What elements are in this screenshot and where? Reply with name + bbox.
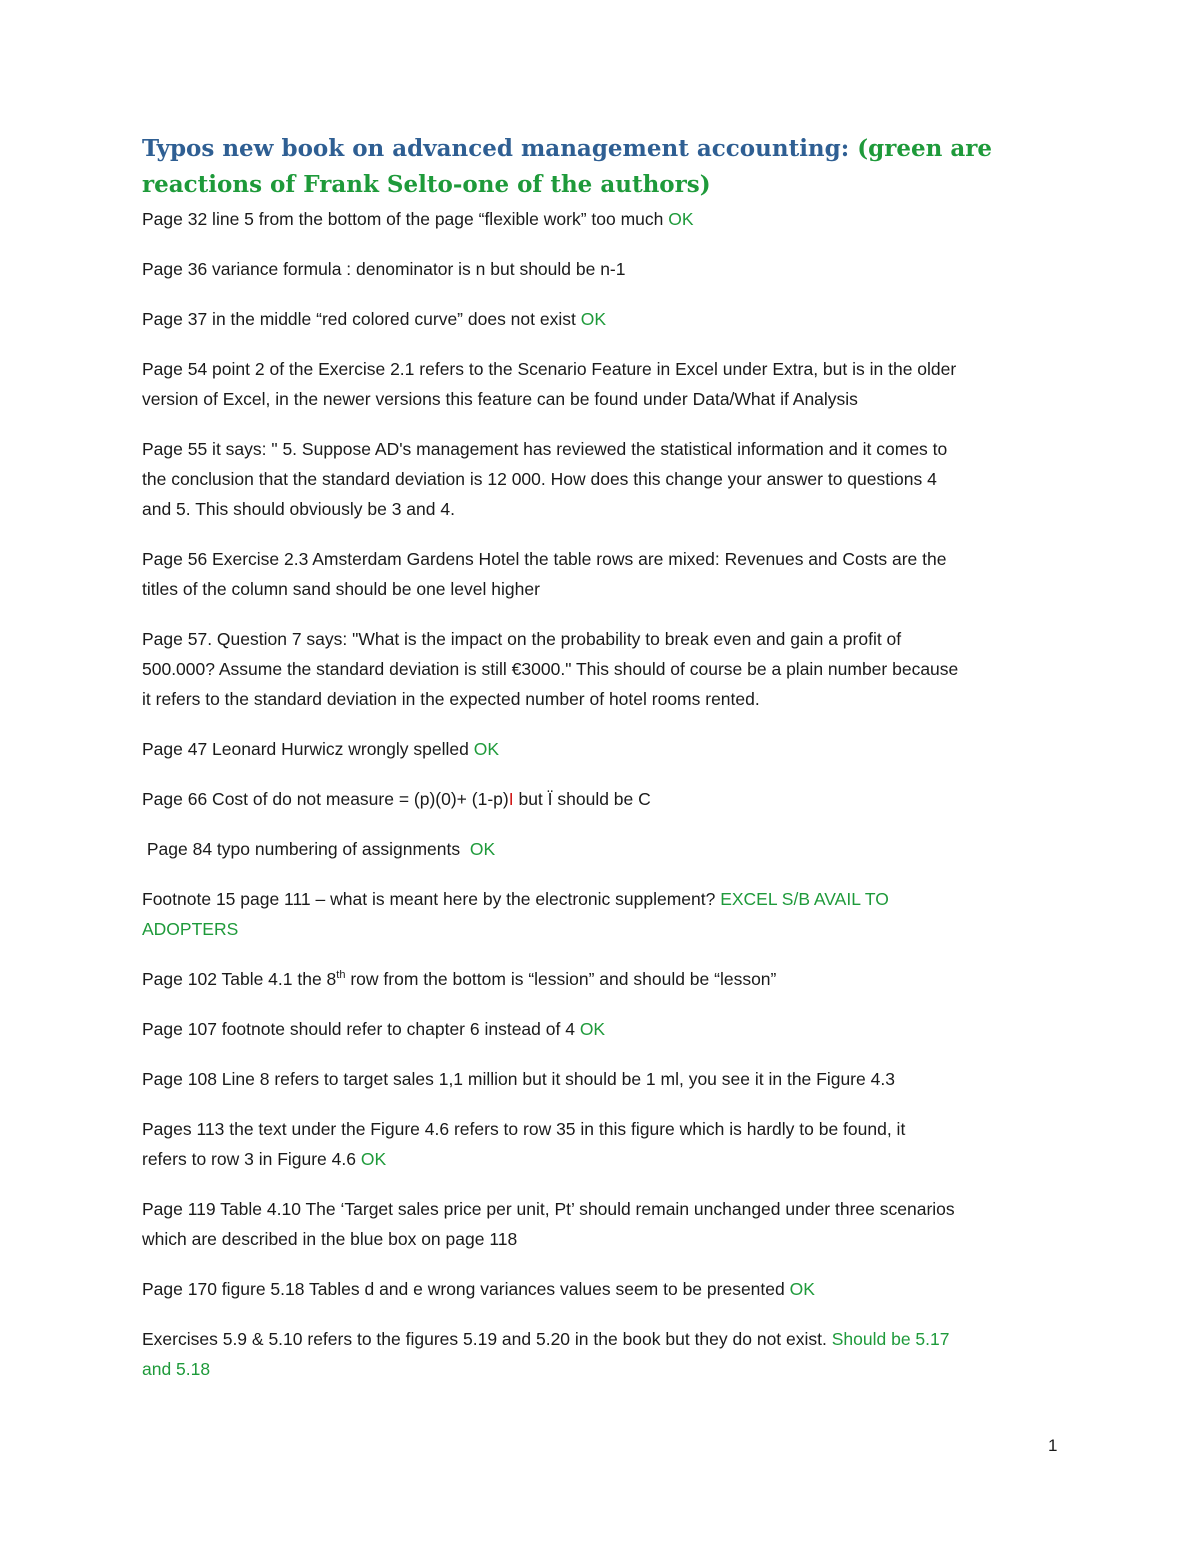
typo-item (142, 834, 1062, 864)
typo-text: Exercises 5.9 & 5.10 refers to the figures 5.19 and 5.20 in the book but they do not exist. (142, 1329, 832, 1349)
typo-item (142, 1324, 1062, 1384)
typo-text-line: it refers to the standard deviation in the expected number of hotel rooms rented. (142, 689, 760, 709)
typo-text-line: refers to row 3 in Figure 4.6 (142, 1149, 361, 1169)
typo-text-line: 500.000? Assume the standard deviation is still €3000." This should of course be a plain number because (142, 659, 959, 679)
typo-text-after: but Ï should be C (513, 789, 651, 809)
typo-text: Page 108 Line 8 refers to target sales 1,1 million but it should be 1 ml, you see it in the Figure 4.3 (142, 1069, 895, 1089)
typo-text-line: Pages 113 the text under the Figure 4.6 refers to row 35 in this figure which is hardly to be found, it (142, 1119, 906, 1139)
typo-item (142, 254, 1062, 284)
typo-text-line: Page 57. Question 7 says: "What is the impact on the probability to break even and gain a profit of (142, 629, 902, 649)
typo-text: Page 37 in the middle “red colored curve” does not exist (142, 309, 581, 329)
typo-text: Page 47 Leonard Hurwicz wrongly spelled (142, 739, 474, 759)
typo-item (142, 1014, 1062, 1044)
typo-text-line: Page 119 Table 4.10 The ‘Target sales price per unit, Pt’ should remain unchanged under three scenarios (142, 1199, 955, 1219)
typo-item (142, 204, 1062, 234)
typo-text-line: Page 54 point 2 of the Exercise 2.1 refers to the Scenario Feature in Excel under Extra, but is in the older (142, 359, 957, 379)
superscript: th (336, 969, 346, 982)
typo-text-line: version of Excel, in the newer versions this feature can be found under Data/What if Analysis (142, 389, 858, 409)
typo-text-line: the conclusion that the standard deviation is 12 000. How does this change your answer to questions 4 (142, 469, 937, 489)
typo-item (142, 1064, 1062, 1094)
author-reaction: OK (469, 839, 496, 859)
typo-text: Page 84 typo numbering of assignments (142, 839, 470, 859)
typo-text-line: Page 56 Exercise 2.3 Amsterdam Gardens Hotel the table rows are mixed: Revenues and Costs are the (142, 549, 947, 569)
author-reaction: OK (360, 1149, 387, 1169)
document-title (142, 131, 1042, 203)
title-reaction-note: (green are reactions of Frank Selto-one of the authors) (142, 135, 992, 198)
typo-item (142, 734, 1062, 764)
typo-item (142, 1194, 1062, 1254)
author-reaction: EXCEL S/B AVAIL TO (720, 889, 889, 909)
typo-item (142, 304, 1062, 334)
typo-text: Page 36 variance formula : denominator is n but should be n-1 (142, 259, 626, 279)
author-reaction: OK (473, 739, 500, 759)
typo-item (142, 1274, 1062, 1304)
author-reaction: Should be 5.17 (831, 1329, 950, 1349)
typo-text: Page 66 Cost of do not measure = (p)(0)+ (1-p) (142, 789, 509, 809)
typo-text: Page 32 line 5 from the bottom of the page “flexible work” too much (142, 209, 669, 229)
typo-text: Page 107 footnote should refer to chapter 6 instead of 4 (142, 1019, 580, 1039)
typo-item (142, 354, 1062, 414)
typo-text: Page 102 Table 4.1 the 8 (142, 969, 337, 989)
red-mark: I (508, 789, 514, 809)
author-reaction: OK (668, 209, 694, 229)
author-reaction: OK (789, 1279, 815, 1299)
page-number: 1 (1048, 1436, 1058, 1455)
typo-text-line: and 5. This should obviously be 3 and 4. (142, 499, 455, 519)
typo-item (142, 624, 1062, 714)
typo-text-after: row from the bottom is “lession” and should be “lesson” (345, 969, 777, 989)
typo-item (142, 784, 1062, 814)
author-reaction: OK (579, 1019, 606, 1039)
title-main: Typos new book on advanced management accounting: (142, 135, 858, 162)
typo-text-line: Page 55 it says: " 5. Suppose AD's management has reviewed the statistical information and it comes to (142, 439, 948, 459)
typo-text-line: which are described in the blue box on page 118 (142, 1229, 518, 1249)
author-reaction: OK (580, 309, 607, 329)
typo-item (142, 434, 1062, 524)
typo-text: Footnote 15 page 111 – what is meant here by the electronic supplement? (142, 889, 721, 909)
typo-item (142, 544, 1062, 604)
typo-text-line: titles of the column sand should be one level higher (142, 579, 540, 599)
typo-item (142, 884, 1062, 944)
author-reaction-cont: ADOPTERS (142, 919, 239, 939)
typo-item (142, 964, 1062, 994)
author-reaction-cont: and 5.18 (142, 1359, 211, 1379)
typo-text: Page 170 figure 5.18 Tables d and e wrong variances values seem to be presented (142, 1279, 790, 1299)
typo-item (142, 1114, 1062, 1174)
